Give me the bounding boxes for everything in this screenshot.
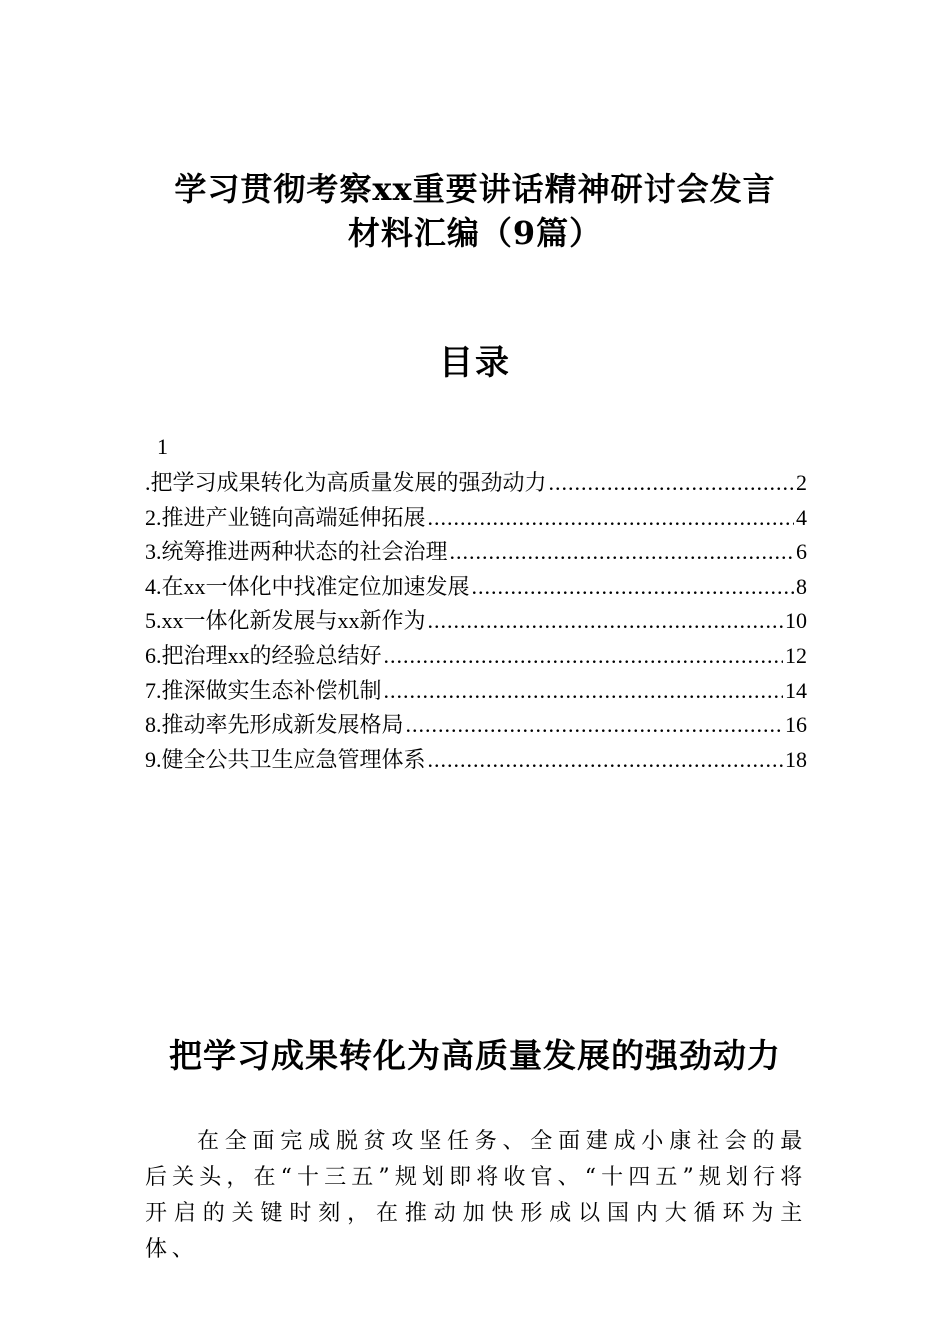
toc-entry-label: 8.推动率先形成新发展格局: [145, 712, 404, 738]
toc-entry-page: 12: [785, 642, 807, 668]
toc-entry[interactable]: [145, 743, 807, 778]
toc-entry-label: 2.推进产业链向高端延伸拓展: [145, 504, 426, 530]
document-title-line-2: 材料汇编（9篇）: [347, 214, 603, 252]
toc-entry-page: 4: [796, 504, 807, 530]
toc-entry-label: .把学习成果转化为高质量发展的强劲动力: [145, 470, 547, 495]
toc-stray-number: 1: [157, 434, 168, 459]
table-of-contents: [145, 466, 807, 777]
toc-entry-label: 3.统筹推进两种状态的社会治理: [145, 539, 448, 565]
toc-heading: 目录: [439, 343, 511, 383]
toc-entry-label: 4.在xx一体化中找准定位加速发展: [145, 573, 470, 599]
toc-dot-leader: [428, 604, 783, 639]
section-title: 把学习成果转化为高质量发展的强劲动力: [169, 1036, 781, 1075]
toc-entry[interactable]: [145, 466, 807, 501]
toc-entry-label: 5.xx一体化新发展与xx新作为: [145, 608, 426, 634]
toc-entry[interactable]: [145, 708, 807, 743]
toc-entry[interactable]: [145, 639, 807, 674]
toc-dot-leader: [384, 639, 783, 674]
toc-dot-leader: [428, 501, 794, 536]
toc-entry[interactable]: [145, 570, 807, 605]
toc-entry-page: 2: [796, 470, 807, 495]
toc-dot-leader: [472, 570, 794, 605]
toc-dot-leader: [428, 743, 783, 778]
toc-entry-page: 18: [785, 746, 807, 772]
toc-entry-label: 9.健全公共卫生应急管理体系: [145, 746, 426, 772]
toc-dot-leader: [384, 674, 783, 709]
toc-dot-leader: [450, 535, 794, 570]
toc-entry-page: 14: [785, 677, 807, 703]
toc-entry[interactable]: [145, 674, 807, 709]
toc-entry-label: 6.把治理xx的经验总结好: [145, 642, 382, 668]
toc-entry[interactable]: [145, 604, 807, 639]
toc-entry-page: 16: [785, 712, 807, 738]
toc-entry-page: 8: [796, 573, 807, 599]
toc-dot-leader: [406, 708, 783, 743]
toc-dot-leader: [549, 466, 794, 501]
toc-entry[interactable]: [145, 535, 807, 570]
toc-entry-label: 7.推深做实生态补偿机制: [145, 677, 382, 703]
toc-entry-page: 10: [785, 608, 807, 634]
toc-entry-page: 6: [796, 539, 807, 565]
body-paragraph: 在全面完成脱贫攻坚任务、全面建成小康社会的最后关头，在“十三五”规划即将收官、“十四五”规划行将开启的关键时刻，在推动加快形成以国内大循环为主体、: [145, 1129, 807, 1262]
toc-entry[interactable]: [145, 501, 807, 536]
document-title-line-1: 学习贯彻考察xx重要讲话精神研讨会发言: [174, 170, 776, 208]
